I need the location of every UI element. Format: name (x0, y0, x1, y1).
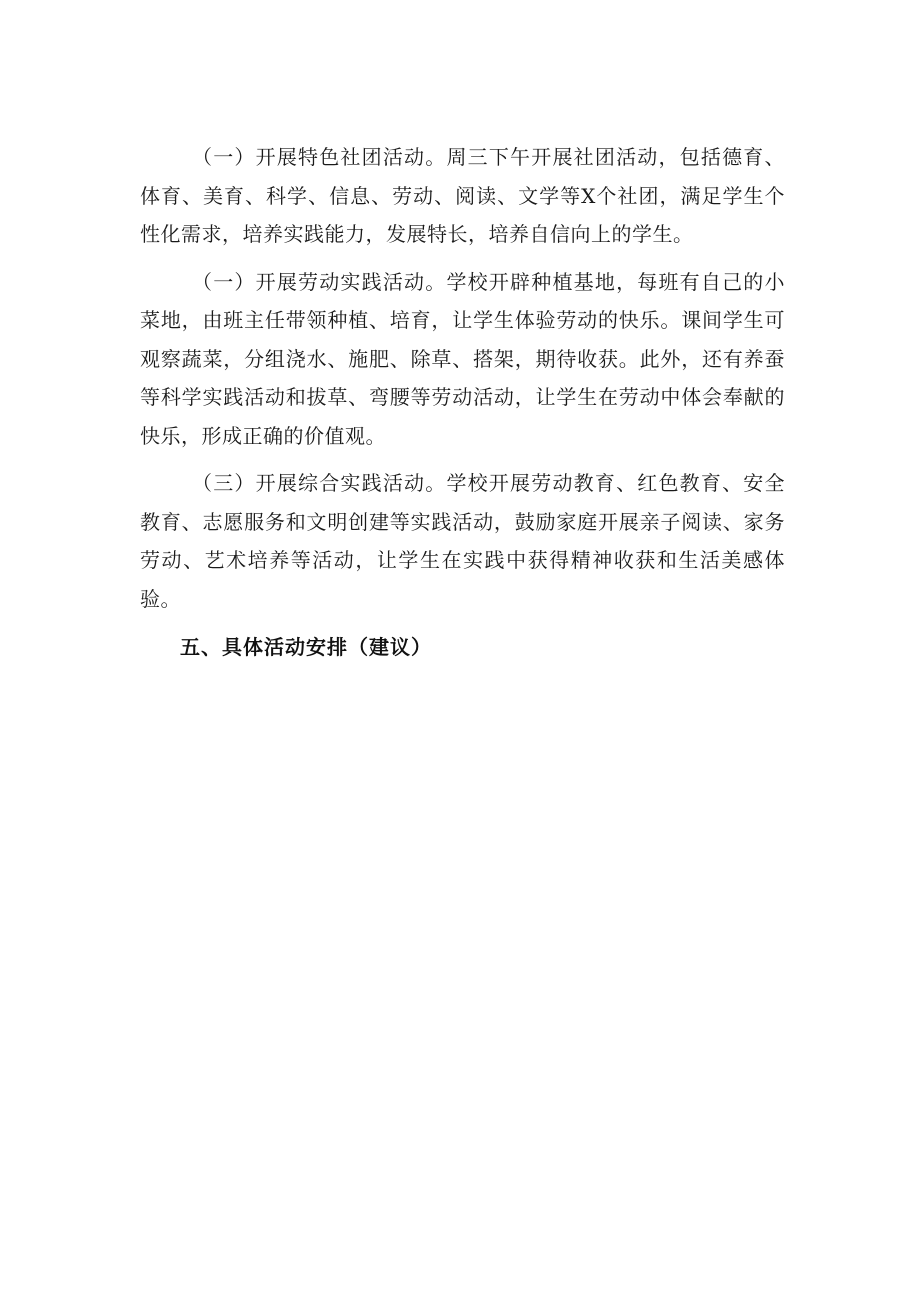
paragraph-comprehensive-practice: （三）开展综合实践活动。学校开展劳动教育、红色教育、安全教育、志愿服务和文明创建等实践活动，鼓励家庭开展亲子阅读、家务劳动、艺术培养等活动，让学生在实践中获得精神收获和生活美感体验。 (140, 471, 785, 611)
section-heading: 五、具体活动安排（建议） (180, 635, 432, 659)
paragraph-labor-practice: （一）开展劳动实践活动。学校开辟种植基地，每班有自己的小菜地，由班主任带领种植、培育，让学生体验劳动的快乐。课间学生可观察蔬菜，分组浇水、施肥、除草、搭架，期待收获。此外，还有养蚕等科学实践活动和拔草、弯腰等劳动活动，让学生在劳动中体会奉献的快乐，形成正确的价值观。 (140, 269, 785, 448)
paragraph-club-activities: （一）开展特色社团活动。周三下午开展社团活动，包括德育、体育、美育、科学、信息、劳动、阅读、文学等X个社团，满足学生个性化需求，培养实践能力，发展特长，培养自信向上的学生。 (140, 145, 785, 246)
document-body (140, 138, 785, 667)
